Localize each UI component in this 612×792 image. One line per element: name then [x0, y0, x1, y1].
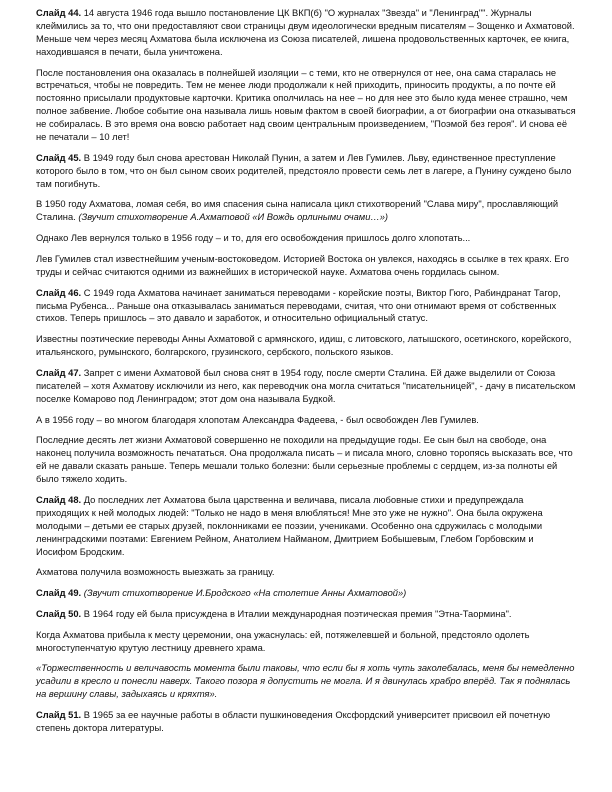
paragraph [36, 67, 576, 144]
document-body [36, 7, 576, 735]
paragraph-text: В 1950 году Ахматова, ломая себя, во имя спасения сына написала цикл стихотворений "Слава миру", прославляющий Сталина. [36, 199, 559, 223]
paragraph [36, 414, 576, 427]
paragraph [36, 232, 576, 245]
paragraph-text: В 1965 за ее научные работы в области пушкиноведения Оксфордский университет присвоил ей почетную степень доктора литературы. [36, 710, 551, 733]
paragraph-text: Лев Гумилев стал известнейшим ученым-востоковедом. Историей Востока он увлекся, находясь в ссылке в тех краях. Его труды и сейчас считаются одними из важнейших в исторической науке. Ахматова очень гордилась сыном. [36, 253, 569, 277]
slide-label: Слайд 48. [36, 494, 82, 505]
paragraph [36, 494, 576, 559]
paragraph [36, 333, 576, 359]
paragraph [36, 367, 576, 406]
paragraph-text: В 1964 году ей была присуждена в Италии международная поэтическая премия "Этна-Таормина". [81, 608, 512, 619]
slide-label: Слайд 49. [36, 588, 82, 599]
paragraph-text: Известны поэтические переводы Анны Ахматовой с армянского, идиш, с литовского, латышского, осетинского, корейского, итальянского, румынского, болгарского, грузинского, сербского, польского языков. [36, 334, 572, 358]
slide-label: Слайд 44. [36, 8, 82, 18]
paragraph-text: Однако Лев вернулся только в 1956 году – и то, для его освобождения пришлось долго хлопотать... [36, 233, 471, 244]
paragraph [36, 566, 576, 579]
paragraph-text: С 1949 года Ахматова начинает заниматься переводами - корейские поэты, Виктор Гюго, Рабиндранат Тагор, письма Рубенса... Раньше она отказывалась заниматься переводами, считая, что они отнимают время от собственных стихов. Теперь пришлось – это давало и заработок, и относительно официальный статус. [36, 287, 561, 324]
italic-text: (Звучит стихотворение А.Ахматовой «И Вождь орлиными очами…») [78, 212, 389, 223]
paragraph-text: А в 1956 году – во многом благодаря хлопотам Александра Фадеева, - был освобожден Лев Гумилев. [36, 414, 479, 425]
paragraph-text: После постановления она оказалась в полнейшей изоляции – с теми, кто не отвернулся от нее, она сама старалась не встречаться, чтобы не повредить. Тем не менее люди продолжали к ней приходить, приносить продукты, а по почте ей постоянно присылали продуктовые карточки. Критика ополчилась на нее – но для нее это было куда менее страшно, чем полное забвение. Любое событие она называла лишь новым фактом в своей биографии, а от биографии она отказываться не собиралась. В это время она вовсю работает над своим центральным произведением, "Поэмой без героя". И снова её не печатали – 10 лет! [36, 67, 576, 143]
italic-text: «Торжественность и величавость момента были таковы, что если бы я хоть чуть заколебалась, меня бы немедленно усадили в кресло и понесли наверх. Такого позора я допустить не могла. И я двинулась храбро вперёд. Так я поднялась на вершину славы, задыхаясь и кряхтя». [36, 663, 575, 700]
paragraph [36, 198, 576, 224]
paragraph [36, 629, 576, 655]
paragraph-text: 14 августа 1946 года вышло постановление ЦК ВКП(б) "О журналах "Звезда" и "Ленинград"". Журналы клеймились за то, что они предоставляют свои страницы двум идеологически вредным писателям – Зощенко и Ахматовой. Меньше чем через месяц Ахматова была исключена из Союза писателей, лишена продовольственных карточек, ее книга, находившаяся в печати, была уничтожена. [36, 8, 575, 57]
slide-label: Слайд 50. [36, 608, 82, 619]
paragraph [36, 287, 576, 326]
paragraph [36, 434, 576, 486]
paragraph [36, 253, 576, 279]
slide-label: Слайд 51. [36, 710, 82, 721]
paragraph-text: До последних лет Ахматова была царственна и величава, писала любовные стихи и предупреждала приходящих к ней молодых людей: "Только не надо в меня влюбляться! Мне это уже не нужно". Она была окружена молодыми – детьми ее старых друзей, поклонниками ее поэзии, учениками. Особенно она сдружилась с молодыми ленинградскими поэтами: Евгением Рейном, Анатолием Найманом, Дмитрием Бобышевым, Глебом Горбовским и Иосифом Бродским. [36, 494, 543, 557]
slide-label: Слайд 47. [36, 367, 82, 378]
italic-text: (Звучит стихотворение И.Бродского «На столетие Анны Ахматовой») [83, 588, 407, 599]
slide-label: Слайд 45. [36, 152, 82, 163]
paragraph-text: В 1949 году был снова арестован Николай Пунин, а затем и Лев Гумилев. Льву, единственное преступление которого было в том, что он был сыном своих родителей, предстояло провести семь лет в лагере, а Пунину суждено было там погибнуть. [36, 152, 572, 189]
slide-label: Слайд 46. [36, 287, 82, 298]
paragraph [36, 709, 576, 735]
paragraph-text: Когда Ахматова прибыла к месту церемонии, она ужаснулась: ей, потяжелевшей и больной, предстояло одолеть многоступенчатую крутую лестницу древнего храма. [36, 629, 530, 653]
paragraph [36, 7, 576, 59]
paragraph-text: Ахматова получила возможность выезжать за границу. [36, 567, 275, 578]
paragraph-text: Последние десять лет жизни Ахматовой совершенно не походили на предыдущие годы. Ее сын был на свободе, она наконец получила возможность печататься. Она продолжала писать – и писала много, словно торопясь высказать все, что ей не давали сказать раньше. Теперь мешали только болезни: были серьезные проблемы с сердцем, из-за полноты ей было тяжело ходить. [36, 435, 573, 485]
paragraph-text: Запрет с имени Ахматовой был снова снят в 1954 году, после смерти Сталина. Ей даже выделили от Союза писателей – хотя Ахматову исключили из него, как переводчик она могла считаться "писательницей", - дачу в писательском поселке Комарово под Ленинградом; этот дом она называла Будкой. [36, 367, 576, 404]
paragraph [36, 152, 576, 191]
paragraph [36, 608, 576, 621]
paragraph [36, 587, 576, 600]
paragraph [36, 662, 576, 701]
